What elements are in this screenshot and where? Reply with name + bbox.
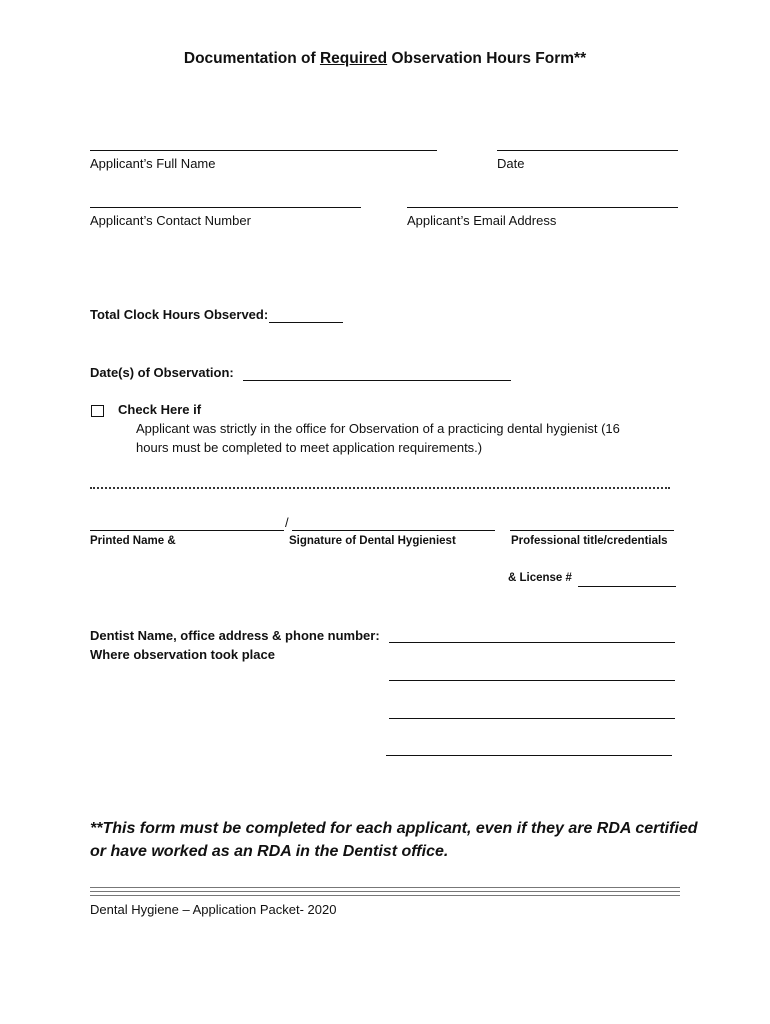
- dentist-info-line-4[interactable]: [386, 755, 672, 756]
- dentist-info-line-2[interactable]: [389, 680, 675, 681]
- professional-title-line[interactable]: [510, 530, 674, 531]
- title-suffix: Observation Hours Form**: [387, 50, 587, 67]
- checkbox-description-line1: Applicant was strictly in the office for Observation of a practicing dental hygienist (16: [136, 421, 620, 436]
- strict-observation-checkbox[interactable]: [91, 405, 104, 417]
- email-label: Applicant’s Email Address: [407, 213, 557, 228]
- dentist-info-label: Dentist Name, office address & phone number:: [90, 628, 380, 643]
- printed-name-line[interactable]: [90, 530, 284, 531]
- signature-line[interactable]: [292, 530, 495, 531]
- applicant-name-line[interactable]: [90, 150, 437, 151]
- contact-number-label: Applicant’s Contact Number: [90, 213, 251, 228]
- footer-rule-2: [90, 891, 680, 892]
- title-prefix: Documentation of: [183, 50, 320, 67]
- signature-slash: /: [285, 515, 289, 530]
- checkbox-description-line2: hours must be completed to meet application requirements.): [136, 440, 483, 455]
- date-label: Date: [497, 156, 525, 171]
- professional-title-label: Professional title/credentials: [511, 535, 668, 547]
- checkbox-label: Check Here if: [118, 402, 202, 417]
- footer-rule-3: [90, 895, 680, 896]
- dotted-separator: [90, 487, 670, 489]
- license-label: & License #: [508, 572, 572, 584]
- dentist-info-sublabel: Where observation took place: [90, 647, 275, 662]
- dentist-info-line-3[interactable]: [389, 718, 675, 719]
- signature-label: Signature of Dental Hygieniest: [289, 535, 456, 547]
- total-hours-line[interactable]: [269, 322, 343, 323]
- license-line[interactable]: [578, 586, 676, 587]
- dates-observation-line[interactable]: [243, 380, 511, 381]
- footer-rule-1: [90, 887, 680, 888]
- dentist-info-line-1[interactable]: [389, 642, 675, 643]
- applicant-name-label: Applicant’s Full Name: [90, 156, 216, 171]
- total-hours-label: Total Clock Hours Observed:: [90, 307, 269, 322]
- email-line[interactable]: [407, 207, 678, 208]
- date-line[interactable]: [497, 150, 678, 151]
- form-title: [0, 50, 770, 68]
- contact-number-line[interactable]: [90, 207, 361, 208]
- title-emphasis: Required: [319, 50, 388, 67]
- footer-text: Dental Hygiene – Application Packet- 2020: [90, 902, 337, 917]
- dates-observation-label: Date(s) of Observation:: [90, 365, 234, 380]
- printed-name-label: Printed Name &: [90, 535, 176, 547]
- completion-note: **This form must be completed for each applicant, even if they are RDA certified or have worked as an RDA in the Dentist office.: [90, 820, 698, 860]
